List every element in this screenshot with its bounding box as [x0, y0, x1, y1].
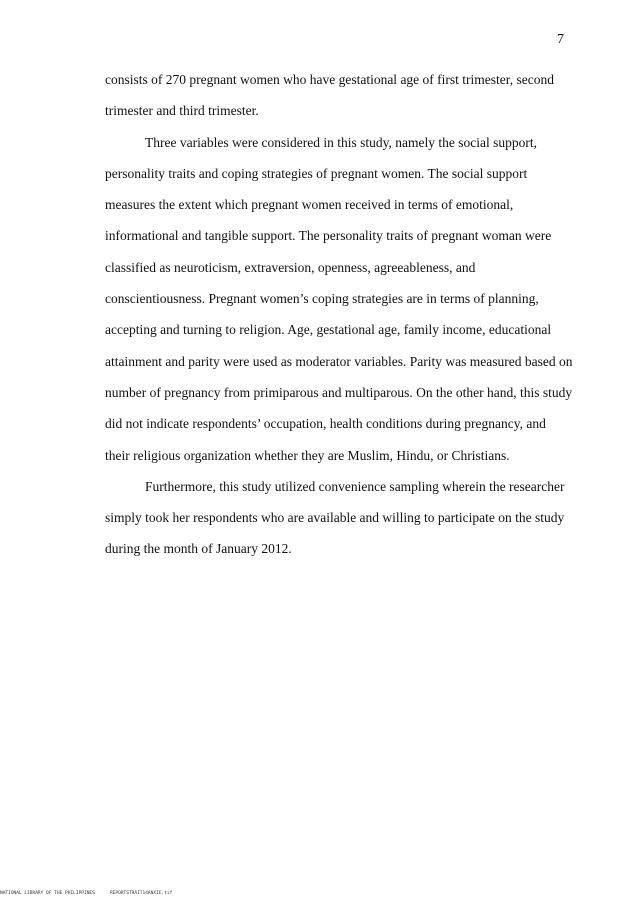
paragraph-2	[105, 127, 573, 471]
text-line: attainment and parity were used as moderator variables. Parity was measured based on	[105, 353, 573, 369]
text-line: consists of 270 pregnant women who have gestational age of first trimester, second	[105, 72, 554, 87]
text-line: measures the extent which pregnant women received in terms of emotional,	[105, 197, 514, 213]
library-credit: NATIONAL LIBRARY OF THE PHILIPPINES	[0, 891, 95, 896]
text-line: simply took her respondents who are available and willing to participate on the study	[105, 510, 565, 526]
text-line: conscientiousness. Pregnant women’s coping strategies are in terms of planning,	[105, 291, 539, 307]
scan-filename: REPORTSTRAIT14ANXIE.tif	[110, 891, 173, 896]
body-text	[105, 64, 573, 565]
text-line: Three variables were considered in this study, namely the social support,	[145, 134, 538, 150]
text-line: informational and tangible support. The personality traits of pregnant woman were	[105, 228, 552, 244]
text-line: classified as neuroticism, extraversion, openness, agreeableness, and	[105, 259, 476, 275]
text-line: their religious organization whether they are Muslim, Hindu, or Christians.	[105, 447, 510, 463]
page-number: 7	[557, 32, 564, 47]
text-line: trimester and third trimester.	[105, 103, 259, 119]
text-line: did not indicate respondents’ occupation, health conditions during pregnancy, and	[105, 416, 546, 432]
text-line: Furthermore, this study utilized convenience sampling wherein the researcher	[145, 478, 565, 494]
paragraph-1	[105, 64, 554, 127]
text-line: number of pregnancy from primiparous and multiparous. On the other hand, this study	[105, 384, 573, 400]
text-line: personality traits and coping strategies of pregnant women. The social support	[105, 165, 528, 181]
paragraph-3	[105, 471, 565, 565]
text-line: during the month of January 2012.	[105, 541, 292, 557]
text-line: accepting and turning to religion. Age, gestational age, family income, educational	[105, 322, 552, 338]
